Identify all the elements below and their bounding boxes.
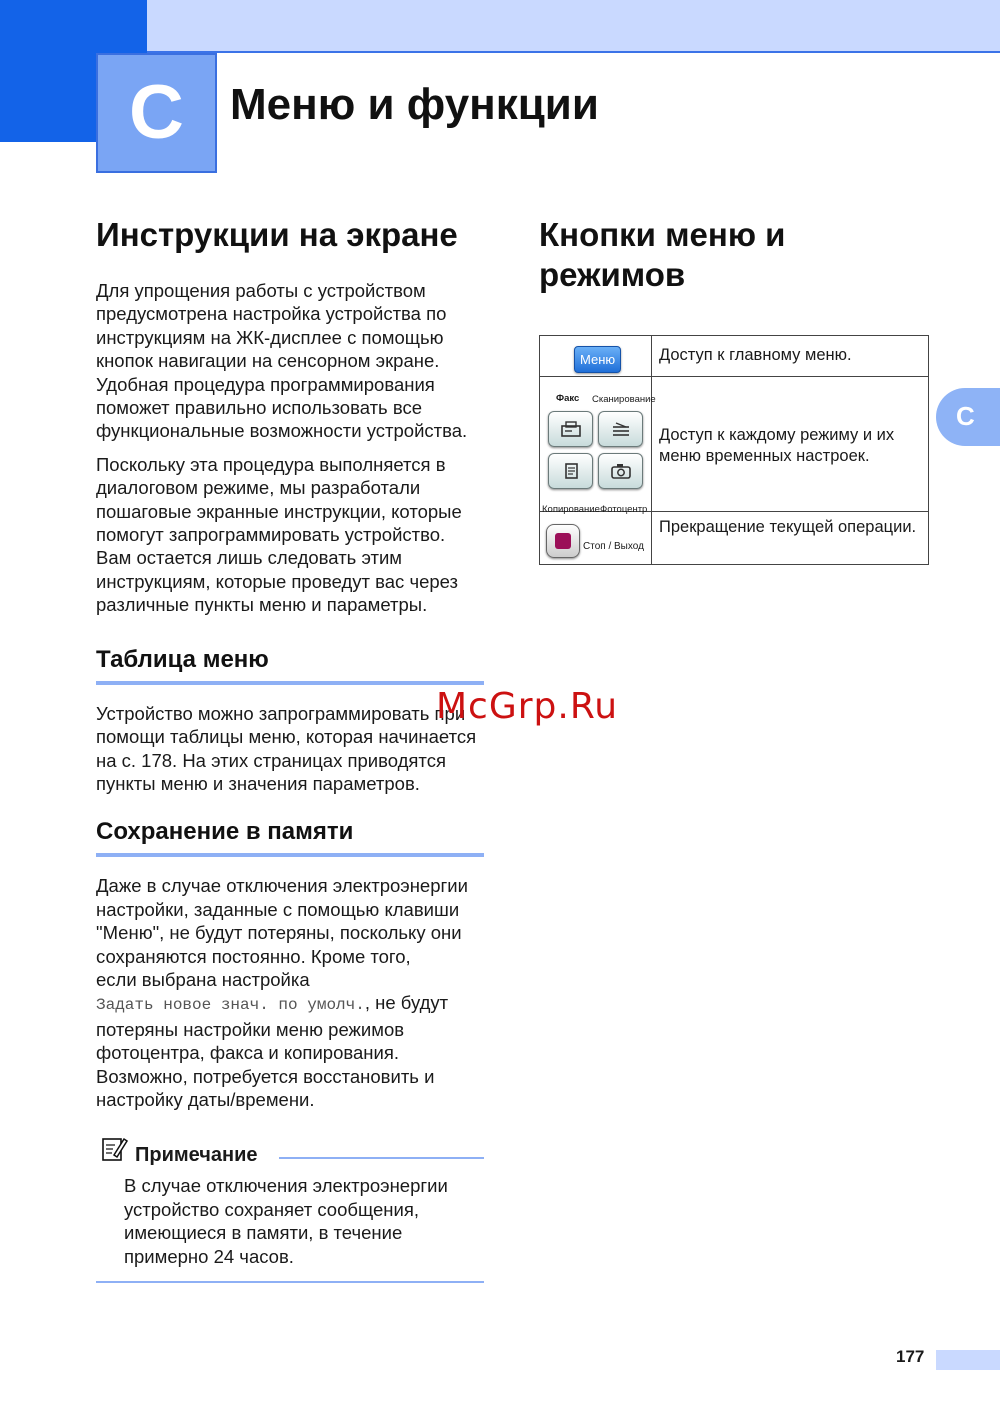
- chapter-letter-box: C: [96, 53, 217, 173]
- scan-label: Сканирование: [592, 394, 656, 405]
- table-row: [540, 336, 929, 377]
- copy-icon: [560, 462, 582, 480]
- heading-rule: [96, 681, 484, 685]
- scan-button[interactable]: [598, 411, 643, 447]
- note-text: В случае отключения электроэнергии устройство сохраняет сообщения, имеющиеся в памяти, в течение примерно 24 часов.: [124, 1175, 448, 1267]
- note-pencil-icon: [100, 1135, 128, 1163]
- mode-buttons: [540, 377, 656, 515]
- side-chapter-tab[interactable]: C: [936, 388, 1000, 446]
- paragraph-intro: Для упрощения работы с устройством предусмотрена настройка устройства по инструкциям на ЖК-дисплее с помощью кнопок навигации на сенсорном экране. Удобная процедура программирования поможет правильно использовать все функциональные возможности устройства.: [96, 280, 468, 442]
- paragraph-memory: [96, 874, 484, 1111]
- desc-cell: Доступ к главному меню.: [652, 336, 929, 377]
- heading-memory: Сохранение в памяти: [96, 818, 354, 846]
- heading-buttons: Кнопки меню и режимов: [539, 216, 786, 293]
- memory-text-b: если выбрана настройка: [96, 968, 310, 990]
- header-band-light: [147, 0, 1000, 53]
- table-row: [540, 377, 929, 512]
- note-body: [96, 1174, 484, 1268]
- heading-rule: [96, 853, 484, 857]
- heading-menu-table: Таблица меню: [96, 645, 269, 673]
- stop-exit-label: Стоп / Выход: [583, 541, 644, 552]
- photo-center-button[interactable]: [598, 453, 643, 489]
- note-bottom-rule: [96, 1281, 484, 1283]
- key-cell: [540, 336, 652, 377]
- buttons-table: [539, 335, 929, 565]
- menu-button[interactable]: Меню: [574, 346, 621, 373]
- fax-label: Факс: [556, 393, 580, 404]
- camera-icon: [610, 462, 632, 480]
- stop-key: [540, 512, 651, 564]
- photo-center-label: Фотоцентр: [600, 504, 648, 515]
- fax-button[interactable]: [548, 411, 593, 447]
- copy-button[interactable]: [548, 453, 593, 489]
- page-number-bar: [936, 1350, 1000, 1370]
- watermark: McGrp.Ru: [436, 686, 619, 727]
- desc-cell: Прекращение текущей операции.: [652, 512, 929, 565]
- table-row: [540, 512, 929, 565]
- page-number: 177: [896, 1347, 925, 1366]
- stop-icon: [555, 533, 571, 549]
- desc-cell: Доступ к каждому режиму и их меню временных настроек.: [652, 377, 929, 512]
- key-cell: [540, 512, 652, 565]
- key-cell: [540, 377, 656, 515]
- left-column: [96, 215, 484, 1283]
- note-title: Примечание: [135, 1144, 258, 1167]
- copy-label: Копирование: [542, 504, 600, 515]
- paragraph-menu-table: Устройство можно запрограммировать при помощи таблицы меню, которая начинается на с. 178. На этих страницах приводятся пункты меню и значения параметров.: [96, 702, 477, 794]
- default-setting-code: Задать новое знач. по умолч.: [96, 996, 365, 1015]
- stop-exit-button[interactable]: [546, 524, 580, 558]
- right-column: [539, 215, 929, 565]
- chapter-title: Меню и функции: [230, 80, 599, 129]
- paragraph-dialog: Поскольку эта процедура выполняется в диалоговом режиме, мы разработали пошаговые экранные инструкции, которые помогут запрограммировать устройство. Вам остается лишь следовать этим инструкциям, которые проведут вас через различные пункты меню и параметры.: [96, 453, 462, 616]
- memory-text-a: Даже в случае отключения электроэнергии настройки, заданные с помощью клавиши "Меню", не будут потеряны, поскольку они сохраняются постоянно. Кроме того,: [96, 875, 468, 967]
- note-rule: [279, 1157, 484, 1159]
- heading-instructions: Инструкции на экране: [96, 216, 458, 253]
- scan-icon: [610, 420, 632, 438]
- note-header: [96, 1138, 484, 1170]
- fax-icon: [560, 420, 582, 438]
- memory-text-c: , не будут потеряны настройки меню режимов фотоцентра, факса и копирования. Возможно, потребуется восстановить и настройку даты/времени.: [96, 992, 449, 1110]
